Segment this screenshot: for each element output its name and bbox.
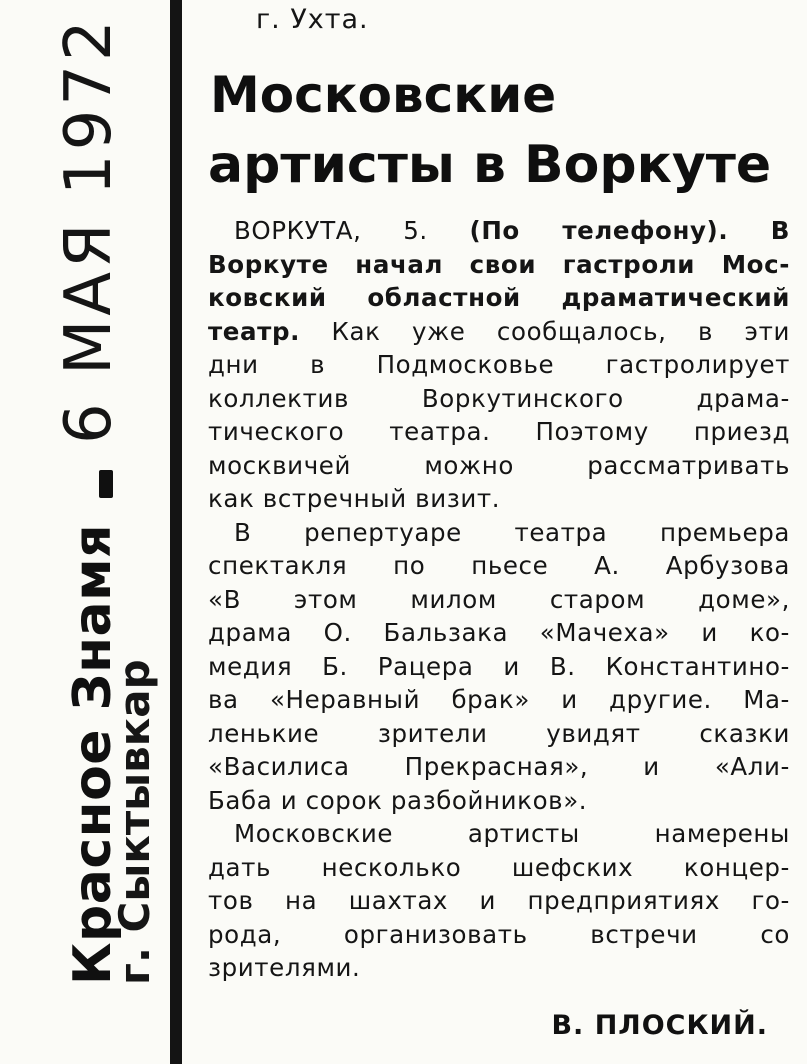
body-line xyxy=(208,449,790,483)
body-line xyxy=(208,248,790,282)
body-bold-text: (По телефону). В xyxy=(469,216,790,245)
body-line xyxy=(208,717,790,751)
body-line xyxy=(208,348,790,382)
body-text: тического театра. Поэтому приезд xyxy=(208,417,790,446)
body-line xyxy=(208,482,790,516)
body-text: «Василиса Прекрасная», и «Али- xyxy=(208,752,790,781)
headline-line-2: артисты в Воркуте xyxy=(208,135,772,195)
article-headline xyxy=(210,60,790,200)
body-text: Московские артисты намерены xyxy=(234,819,790,848)
body-bold-text: ковский областной драматический xyxy=(208,283,790,312)
body-line xyxy=(208,683,790,717)
body-text: рода, организовать встречи со xyxy=(208,919,790,949)
body-text: Как уже сообщалось, в эти xyxy=(300,316,790,346)
article-author: В. ПЛОСКИЙ. xyxy=(551,1010,768,1041)
body-text: ва «Неравный брак» и другие. Ма- xyxy=(208,685,790,714)
body-text: как встречный визит. xyxy=(208,484,501,513)
body-line xyxy=(208,415,790,449)
body-line xyxy=(208,817,790,851)
body-line xyxy=(208,281,790,315)
body-line xyxy=(208,650,790,684)
body-text: коллектив Воркутинского драма- xyxy=(208,383,790,413)
body-line xyxy=(208,951,790,985)
body-line xyxy=(208,851,790,885)
body-text: дать несколько шефских концер- xyxy=(208,852,790,882)
body-text: тов на шахтах и предприятиях го- xyxy=(208,886,790,915)
body-text: Баба и сорок разбойников». xyxy=(208,785,588,815)
body-text: зрителями. xyxy=(208,953,361,982)
body-line xyxy=(208,549,790,583)
body-text: спектакля по пьесе А. Арбузова xyxy=(208,551,790,580)
body-text: дни в Подмосковье гастролирует xyxy=(208,350,790,379)
body-text: ВОРКУТА, 5. xyxy=(234,216,470,245)
body-line xyxy=(208,884,790,918)
body-text: В репертуаре театра премьера xyxy=(234,517,790,547)
article-body xyxy=(208,214,790,985)
stamp-newspaper-name: Красное Знамя xyxy=(63,523,123,985)
stamp-date: 6 МАЯ 1972 xyxy=(52,16,126,444)
body-bold-text: Воркуте начал свои гастроли Мос- xyxy=(208,249,790,279)
stamp-city: г. Сыктывкар xyxy=(110,659,159,985)
stamp-dash xyxy=(99,470,113,498)
body-line xyxy=(208,516,790,550)
body-line xyxy=(208,315,790,349)
headline-line-1: Московские xyxy=(210,66,557,124)
column-rule xyxy=(170,0,182,1064)
body-line xyxy=(208,616,790,650)
body-text: медия Б. Рацера и В. Константино- xyxy=(208,651,790,681)
body-line xyxy=(208,214,790,248)
body-text: ленькие зрители увидят сказки xyxy=(208,718,790,748)
body-line xyxy=(208,918,790,952)
body-line xyxy=(208,583,790,617)
body-bold-text: театр. xyxy=(208,316,300,346)
article-source: г. Ухта. xyxy=(256,4,369,35)
archive-stamp xyxy=(52,16,159,985)
body-text: «В этом милом старом доме», xyxy=(208,584,790,614)
body-line xyxy=(208,750,790,784)
body-line xyxy=(208,784,790,818)
body-text: драма О. Бальзака «Мачеха» и ко- xyxy=(208,618,790,647)
body-line xyxy=(208,382,790,416)
body-text: москвичей можно рассматривать xyxy=(208,450,790,480)
